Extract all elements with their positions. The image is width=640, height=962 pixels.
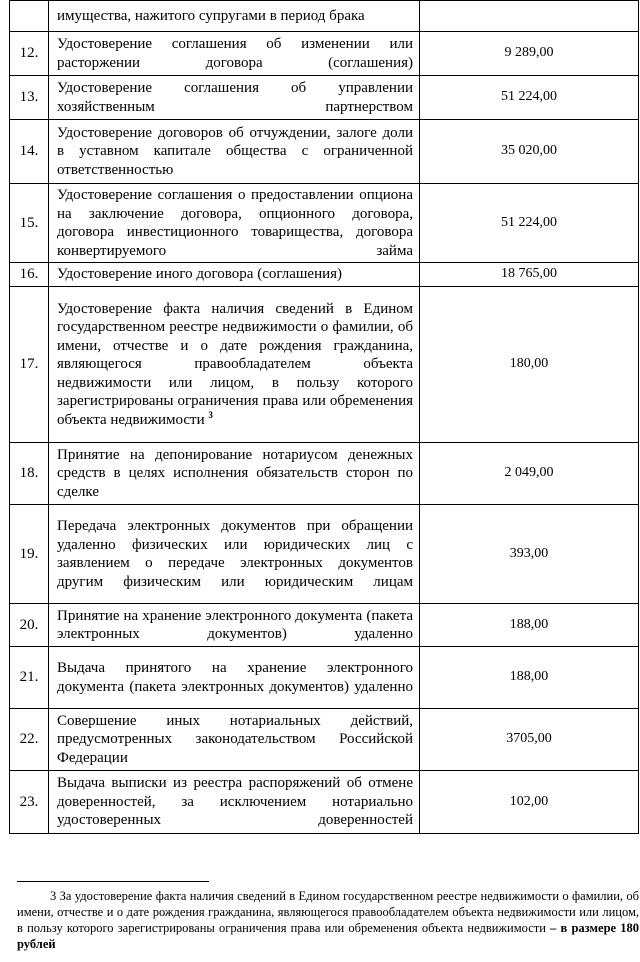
table-row (10, 76, 639, 120)
footnote-number: 3 (50, 889, 57, 903)
row-number: 18. (10, 443, 49, 505)
table-row (10, 604, 639, 647)
table-row (10, 263, 639, 287)
table-row (10, 771, 639, 834)
row-description: имущества, нажитого супругами в период брака (49, 1, 420, 32)
footnote-separator (17, 881, 209, 882)
row-fee-value: 393,00 (420, 505, 639, 604)
footnote-emphasis: – в размере 180 рублей (17, 921, 640, 951)
row-number: 22. (10, 709, 49, 771)
row-fee-value: 9 289,00 (420, 32, 639, 76)
row-fee-value: 35 020,00 (420, 120, 639, 184)
row-fee-value: 102,00 (420, 771, 639, 834)
row-number: 16. (10, 263, 49, 287)
row-number: 20. (10, 604, 49, 647)
row-fee-value: 188,00 (420, 647, 639, 709)
row-number: 13. (10, 76, 49, 120)
table-row (10, 1, 639, 32)
row-fee-value: 2 049,00 (420, 443, 639, 505)
table-row (10, 647, 639, 709)
footnote-text: За удостоверение факта наличия сведений в Едином государственном реестре недвижимости о фамилии, об имени, отчестве и о дате рождения гражданина, являющегося правообладателем объекта недвижимости или лицом, в пользу которого зарегистрированы ограничения права или обременения объекта недвижимости (17, 889, 639, 935)
table-row (10, 709, 639, 771)
row-number: 21. (10, 647, 49, 709)
table-row (10, 443, 639, 505)
table-row (10, 32, 639, 76)
row-description: Удостоверение соглашения об управлении хозяйственным партнерством (49, 76, 420, 120)
row-fee-value: 51 224,00 (420, 76, 639, 120)
row-description: Принятие на хранение электронного документа (пакета электронных документов) удаленно (49, 604, 420, 647)
row-number: 23. (10, 771, 49, 834)
row-description: Выдача принятого на хранение электронного документа (пакета электронных документов) удаленно (49, 647, 420, 709)
row-fee-value: 18 765,00 (420, 263, 639, 287)
row-number: 15. (10, 184, 49, 263)
row-fee-value (420, 1, 639, 32)
table-row (10, 287, 639, 443)
row-fee-value: 180,00 (420, 287, 639, 443)
footnote (17, 888, 639, 952)
row-description: Выдача выписки из реестра распоряжений об отмене доверенностей, за исключением нотариально удостоверенных доверенностей (49, 771, 420, 834)
row-number (10, 1, 49, 32)
row-description: Удостоверение соглашения о предоставлении опциона на заключение договора, опционного договора, договора инвестиционного товарищества, договора конвертируемого займа (49, 184, 420, 263)
row-description: Удостоверение иного договора (соглашения) (49, 263, 420, 287)
table-row (10, 120, 639, 184)
table-row (10, 184, 639, 263)
row-fee-value: 51 224,00 (420, 184, 639, 263)
row-description: Совершение иных нотариальных действий, предусмотренных законодательством Российской Федерации (49, 709, 420, 771)
row-fee-value: 188,00 (420, 604, 639, 647)
row-description: Удостоверение договоров об отчуждении, залоге доли в уставном капитале общества с ограниченной ответственностью (49, 120, 420, 184)
table-row (10, 505, 639, 604)
row-fee-value: 3705,00 (420, 709, 639, 771)
row-description-text: Удостоверение факта наличия сведений в Едином государственном реестре недвижимости о фамилии, об имени, отчестве и о дате рождения гражданина, являющегося правообладателем объекта недвижимости или лицом, в пользу которого зарегистрированы ограничения права или обременения объекта недвижимости (57, 300, 413, 428)
row-description: Удостоверение соглашения об изменении или расторжении договора (соглашения) (49, 32, 420, 76)
row-number: 17. (10, 287, 49, 443)
notary-fees-table (9, 0, 639, 834)
row-description (49, 287, 420, 443)
row-number: 14. (10, 120, 49, 184)
footnote-reference: 3 (208, 409, 213, 420)
row-description: Передача электронных документов при обращении удаленно физических или юридических лиц с заявлением о передаче электронных документов другим физическим или юридическим лицам (49, 505, 420, 604)
row-number: 19. (10, 505, 49, 604)
row-number: 12. (10, 32, 49, 76)
row-description: Принятие на депонирование нотариусом денежных средств в целях исполнения обязательств сторон по сделке (49, 443, 420, 505)
